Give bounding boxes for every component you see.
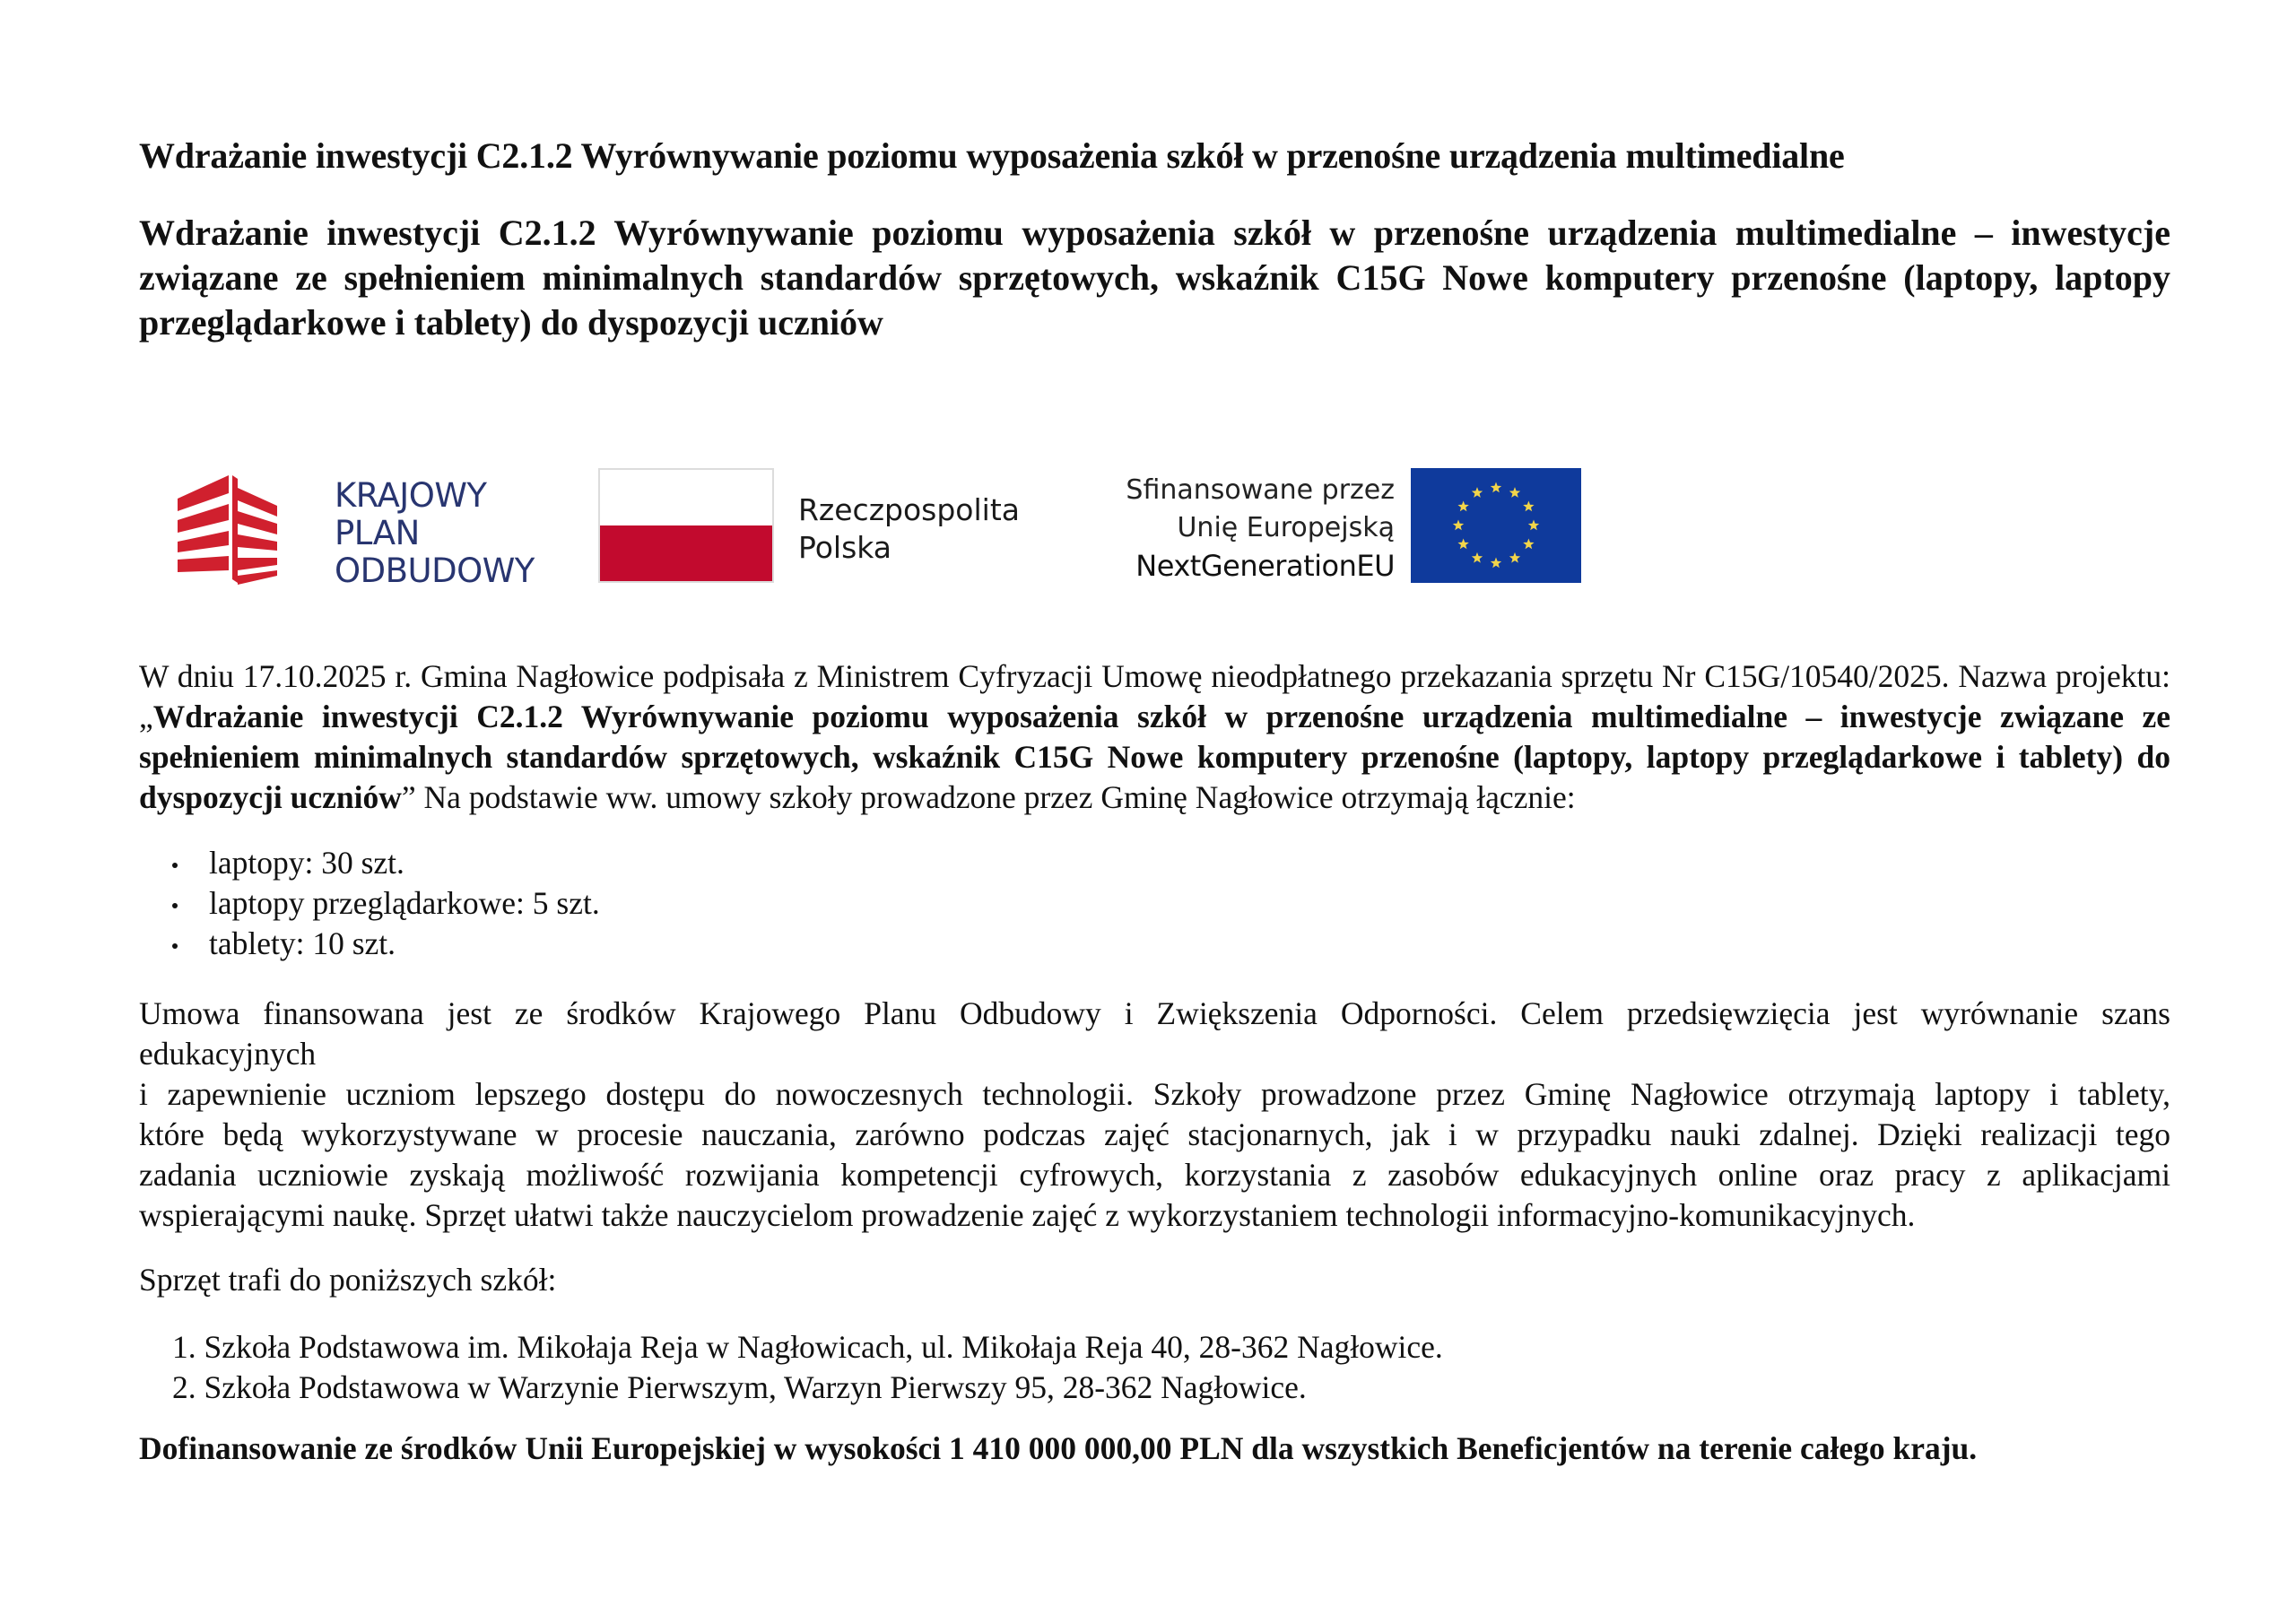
school-item: 1. Szkoła Podstawowa im. Mikołaja Reja w Nagłowicach, ul. Mikołaja Reja 40, 28-362 Nagłowice.: [172, 1329, 1443, 1365]
description-paragraph: [139, 994, 2170, 1236]
kpo-logo-text: [335, 477, 535, 590]
intro-paragraph: [139, 656, 2170, 818]
eu-star-icon: [1457, 539, 1468, 550]
eu-star-icon: [1509, 552, 1520, 563]
bullet-icon: [172, 903, 178, 908]
logo-bar: [139, 457, 1664, 601]
eu-star-icon: [1491, 482, 1501, 493]
intro-sentence: W dniu 17.10.2025 r. Gmina Nagłowice podpisała z Ministrem Cyfryzacji Umowę nieodpłatnego przekazania sprzętu Nr C15G/10540/2025.: [139, 658, 1950, 694]
eu-star-icon: [1472, 487, 1483, 498]
eu-flag-icon: [1411, 468, 1581, 583]
eu-line-1: Sfinansowane przez: [1126, 474, 1395, 506]
eu-star-icon: [1509, 487, 1520, 498]
description-line: i zapewnienie uczniom lepszego dostępu do nowoczesnych technologii. Szkoły prowadzone przez Gminę Nagłowice otrzymają laptopy i tablety,: [139, 1076, 2170, 1112]
document-title: Wdrażanie inwestycji C2.1.2 Wyrównywanie poziomu wyposażenia szkół w przenośne urządzenia multimedialne: [139, 135, 1845, 176]
schools-list: [139, 1327, 1443, 1408]
polish-flag-icon: [598, 468, 774, 583]
eu-star-icon: [1491, 558, 1501, 569]
project-name: Wdrażanie inwestycji C2.1.2 Wyrównywanie poziomu wyposażenia szkół w przenośne urządzenia multimedialne – inwestycje związane ze spełnieniem minimalnych standardów sprzętowych, wskaźnik C15G Nowe komputery przenośne (laptopy, laptopy przeglądarkowe i tablety) do dyspozycji uczniów: [139, 699, 2170, 815]
equipment-item-text: laptopy przeglądarkowe: 5 szt.: [209, 885, 600, 921]
equipment-item: [139, 883, 600, 924]
eu-star-icon: [1523, 539, 1534, 550]
rzeczpospolita-logo-text: [798, 491, 1020, 567]
equipment-item-text: laptopy: 30 szt.: [209, 845, 404, 881]
project-label: Nazwa projektu: „: [139, 658, 2171, 734]
eu-star-icon: [1528, 520, 1539, 531]
funding-note: Dofinansowanie ze środków Unii Europejskiej w wysokości 1 410 000 000,00 PLN dla wszystkich Beneficjentów na terenie całego kraju.: [139, 1430, 1978, 1466]
eu-star-icon: [1523, 501, 1534, 512]
kpo-line-2: PLAN: [335, 514, 420, 552]
intro-closing: ” Na podstawie ww. umowy szkoły prowadzone przez Gminę Nagłowice otrzymają łącznie:: [401, 779, 1576, 815]
bullet-icon: [172, 943, 178, 949]
document-subtitle: Wdrażanie inwestycji C2.1.2 Wyrównywanie poziomu wyposażenia szkół w przenośne urządzenia multimedialne – inwestycje związane ze spełnieniem minimalnych standardów sprzętowych, wskaźnik C15G Nowe komputery przenośne (laptopy, laptopy przeglądarkowe i tablety) do dyspozycji uczniów: [139, 213, 2170, 343]
description-line: zadania uczniowie zyskają możliwość rozwijania kompetencji cyfrowych, korzystania z zasobów edukacyjnych online oraz pracy z aplikacjami: [139, 1157, 2170, 1193]
kpo-line-3: ODBUDOWY: [335, 551, 535, 590]
rp-line-1: Rzeczpospolita: [798, 492, 1020, 527]
description-line: wspierającymi naukę. Sprzęt ułatwi także nauczycielom prowadzenie zajęć z wykorzystaniem technologii informacyjno-komunikacyjnych.: [139, 1197, 1916, 1233]
equipment-list: [139, 843, 600, 964]
rp-line-2: Polska: [798, 530, 892, 565]
eu-funding-logo-text: [1099, 472, 1395, 585]
eu-stars: [1411, 468, 1581, 583]
bullet-icon: [172, 863, 178, 868]
kpo-building-icon: [173, 470, 290, 586]
eu-star-icon: [1457, 501, 1468, 512]
eu-line-3: NextGenerationEU: [1135, 549, 1395, 583]
eu-star-icon: [1453, 520, 1464, 531]
school-item: 2. Szkoła Podstawowa w Warzynie Pierwszym, Warzyn Pierwszy 95, 28-362 Nagłowice.: [172, 1369, 1307, 1405]
description-line: edukacyjnych: [139, 1036, 317, 1072]
kpo-line-1: KRAJOWY: [335, 476, 487, 515]
eu-line-2: Unię Europejską: [1177, 512, 1395, 543]
eu-star-icon: [1472, 552, 1483, 563]
description-line: które będą wykorzystywane w procesie nauczania, zarówno podczas zajęć stacjonarnych, jak i w przypadku nauki zdalnej. Dzięki realizacji tego: [139, 1116, 2170, 1152]
kpo-logo: [173, 466, 586, 592]
equipment-item: [139, 843, 600, 883]
equipment-item: [139, 924, 600, 964]
schools-intro: Sprzęt trafi do poniższych szkół:: [139, 1262, 557, 1298]
description-line: Umowa finansowana jest ze środków Krajowego Planu Odbudowy i Zwiększenia Odporności. Celem przedsięwzięcia jest wyrównanie szans: [139, 995, 2170, 1031]
equipment-item-text: tablety: 10 szt.: [209, 925, 396, 961]
